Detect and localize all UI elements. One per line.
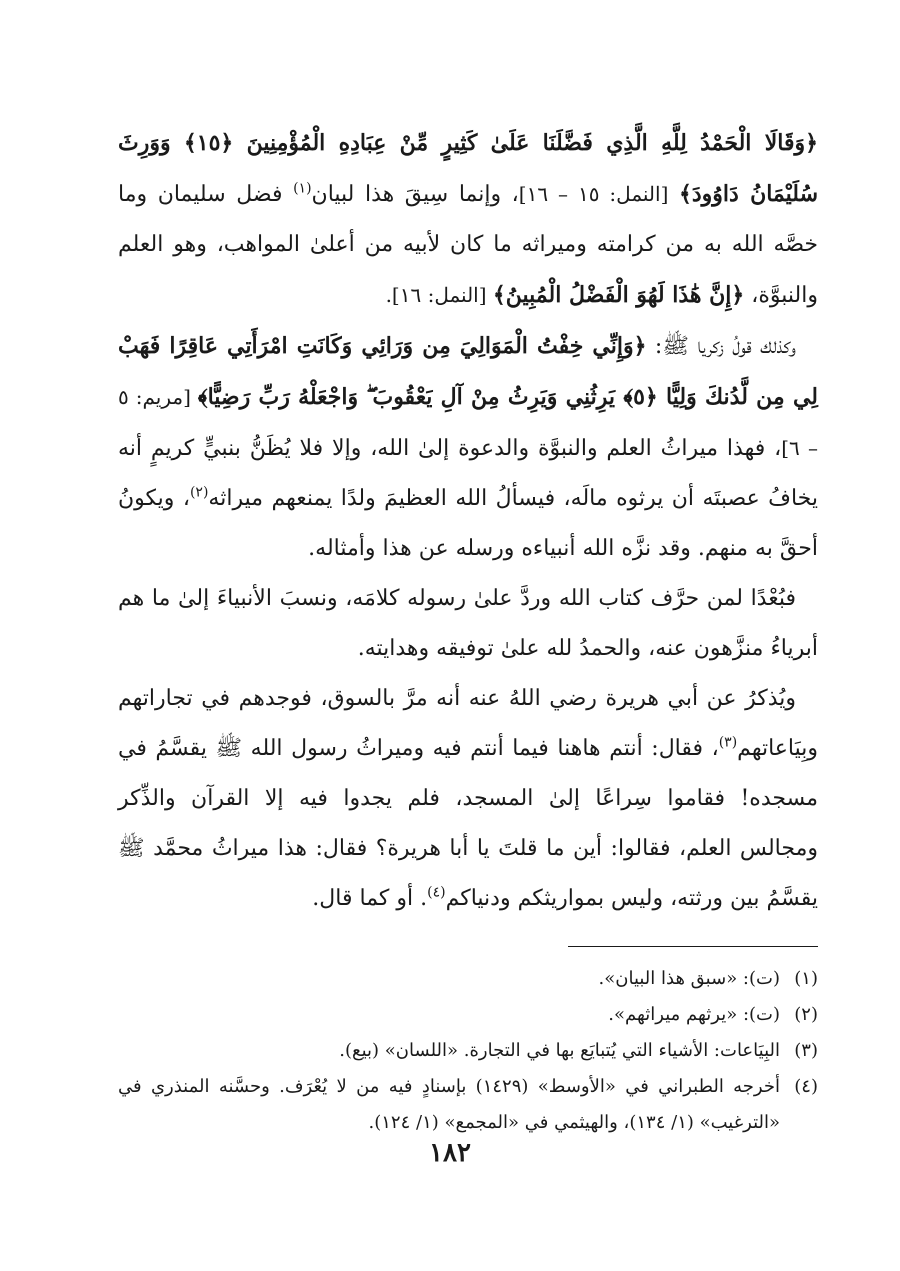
page-content xyxy=(118,118,818,1141)
footnote-marker: (٣) xyxy=(718,734,738,751)
paragraph-3 xyxy=(118,574,818,674)
verse-reference: [النمل: ١٦]. xyxy=(385,283,493,307)
footnote-separator xyxy=(568,946,818,947)
footnote-number: (٣) xyxy=(794,1040,818,1061)
footnote-item xyxy=(118,1033,818,1069)
footnote-item xyxy=(118,997,818,1033)
page-number: ١٨٢ xyxy=(429,1138,471,1168)
footnote-text: أخرجه الطبراني في «الأوسط» (١٤٢٩) بإسنادٍ فيه من لا يُعْرَف. وحسَّنه المنذري في «الترغيب» (١/ ١٣٤)، والهيثمي في «المجمع» (١/ ١٢٤). xyxy=(118,1076,780,1133)
paragraph-1 xyxy=(118,118,818,321)
quran-verse: ﴿وَإِنِّي خِفْتُ الْمَوَالِيَ مِن وَرَائِي وَكَانَتِ امْرَأَتِي عَاقِرًا فَهَبْ لِي مِن لَّدُنكَ وَلِيًّا ﴿٥﴾ يَرِثُنِي وَيَرِثُ مِنْ آلِ يَعْقُوبَ ۖ وَاجْعَلْهُ رَبِّ رَضِيًّا﴾ xyxy=(118,333,818,410)
body-text: . أو كما قال. xyxy=(312,886,428,911)
footnote-text: البِيَاعات: الأشياء التي يُتبايَع بها في التجارة. «اللسان» (بيع). xyxy=(339,1040,780,1061)
verse-reference: [مريم: ٥ – ٦] xyxy=(118,385,818,460)
quran-verse: ﴿وَقَالَا الْحَمْدُ لِلَّهِ الَّذِي فَضَّلَنَا عَلَىٰ كَثِيرٍ مِّنْ عِبَادِهِ الْمُؤْمِنِينَ ﴿١٥﴾ وَوَرِثَ سُلَيْمَانُ دَاوُودَ﴾ xyxy=(118,130,818,207)
body-text: ، ويكونُ أحقَّ به منهم. وقد نزَّه الله أنبياءه ورسله عن هذا وأمثاله. xyxy=(118,486,818,561)
footnote-marker: (١) xyxy=(293,180,312,197)
body-text: ويُذكرُ عن أبي هريرة رضي اللهُ عنه أنه مرَّ بالسوق، فوجدهم في تجاراتهم وبِيَاعاتهم xyxy=(118,686,818,761)
paragraph-2 xyxy=(118,321,818,574)
body-text: ، وإنما سِيقَ هذا لبيان xyxy=(311,182,519,207)
footnote-text: (ت): «يرثهم ميراثهم». xyxy=(608,1004,780,1025)
footnote-marker: (٢) xyxy=(189,484,209,501)
body-text: ، فهذا ميراثُ العلم والنبوَّة والدعوة إلىٰ الله، وإلا فلا يُظَنُّ بنبيٍّ كريمٍ أنه يخافُ عصبتَه أن يرثوه مالَه، فيسألُ الله العظيمَ ولدًا يمنعهم ميراثه xyxy=(118,436,819,511)
quran-verse: ﴿إِنَّ هَٰذَا لَهُوَ الْفَضْلُ الْمُبِينُ﴾ xyxy=(492,282,745,308)
footnotes xyxy=(118,961,818,1141)
footnote-number: (٢) xyxy=(794,1004,818,1025)
footnote-marker: (٤) xyxy=(427,884,446,901)
footnote-item xyxy=(118,1069,818,1141)
body-text: ، فقال: أنتم هاهنا فيما أنتم فيه وميراثُ رسول الله ﷺ يقسَّمُ في مسجده! فقاموا سِراعًا إلىٰ المسجد، فلم يجدوا فيه إلا القرآن والذِّكر ومجالس العلم، فقالوا: أين ما قلتَ يا أبا هريرة؟ فقال: هذا ميراثُ محمَّد ﷺ يقسَّمُ بين ورثته، وليس بمواريثكم ودنياكم xyxy=(118,736,818,911)
paragraph-4 xyxy=(118,674,818,924)
body-text: فبُعْدًا لمن حرَّف كتاب الله وردَّ علىٰ رسوله كلامَه، ونسبَ الأنبياءَ إلىٰ ما هم أبرياءُ منزَّهون عنه، والحمدُ لله علىٰ توفيقه وهدايته. xyxy=(118,586,818,661)
footnote-text: (ت): «سبق هذا البيان». xyxy=(598,968,780,989)
body-text: فضل سليمان وما خصَّه الله به من كرامته وميراثه ما كان لأبيه من أعلىٰ المواهب، وهو العلم والنبوَّة، xyxy=(118,182,818,308)
verse-reference: [النمل: ١٥ – ١٦] xyxy=(518,182,669,206)
footnote-number: (١) xyxy=(794,968,818,989)
footnote-item xyxy=(118,961,818,997)
body-text: وكذلك قولُ زكريا ﷺ: xyxy=(646,334,796,359)
footnote-number: (٤) xyxy=(794,1076,818,1097)
